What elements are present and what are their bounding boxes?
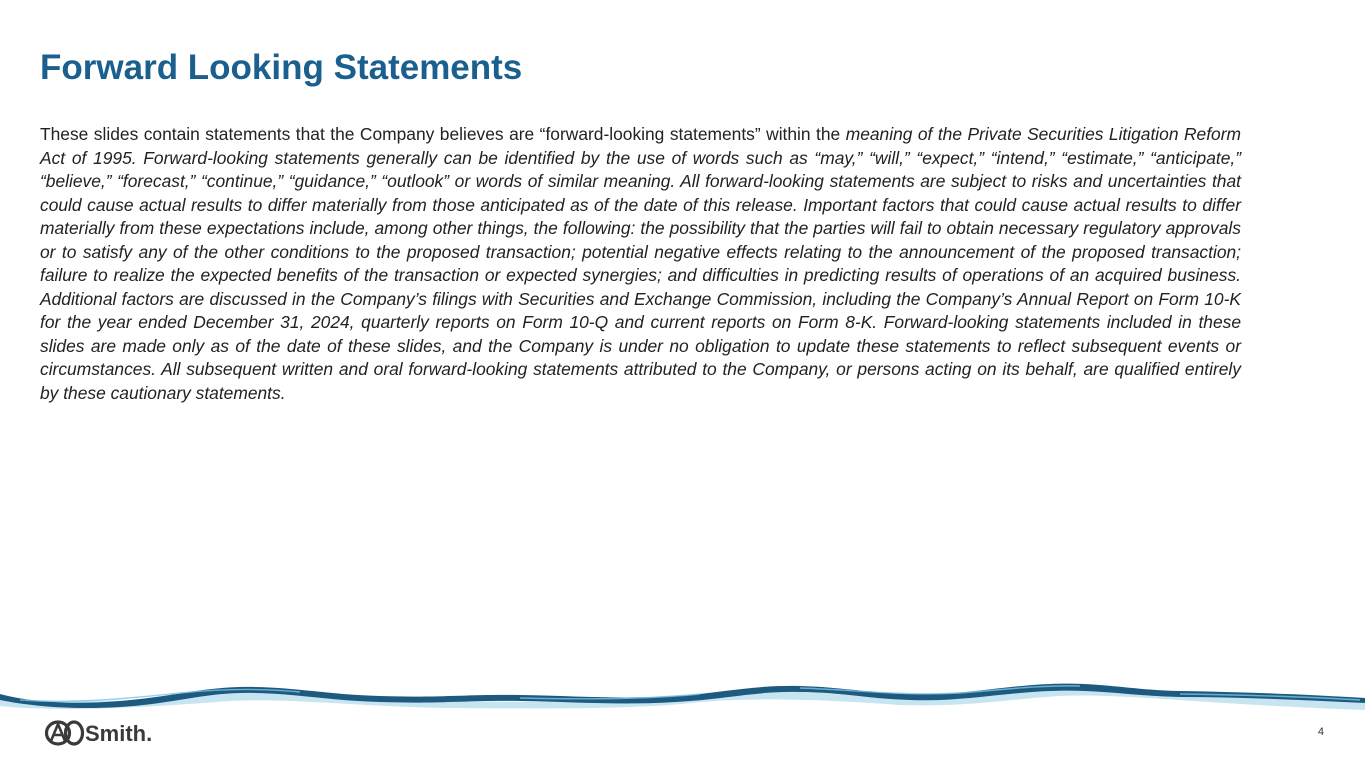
water-wave-divider (0, 676, 1365, 716)
forward-looking-statement-text (40, 123, 1241, 405)
logo-a-stroke (51, 724, 65, 741)
ao-smith-logo (44, 718, 160, 748)
statement-plain-text: These slides contain statements that the Company believes are “forward-looking statements” within the (40, 124, 846, 144)
slide-title: Forward Looking Statements (40, 48, 523, 87)
statement-italic-text: meaning of the Private Securities Litigation Reform Act of 1995. Forward-looking statements generally can be identified by the use of words such as “may,” “will,” “expect,” “intend,” “estimate,” “anticipate,” “believe,” “forecast,” “continue,” “guidance,” “outlook” or words of similar meaning. All forward-looking statements are subject to risks and uncertainties that could cause actual results to differ materially from those anticipated as of the date of this release. Important factors that could cause actual results to differ materially from these expectations include, among other things, the following: the possibility that the parties will fail to obtain necessary regulatory approvals or to satisfy any of the other conditions to the proposed transaction; potential negative effects relating to the announcement of the proposed transaction; failure to realize the expected benefits of the transaction or expected synergies; and difficulties in predicting results of operations of an acquired business. Additional factors are discussed in the Company’s filings with Securities and Exchange Commission, including the Company’s Annual Report on Form 10-K for the year ended December 31, 2024, quarterly reports on Form 10-Q and current reports on Form 8-K. Forward-looking statements included in these slides are made only as of the date of these slides, and the Company is under no obligation to update these statements to reflect subsequent events or circumstances. All subsequent written and oral forward-looking statements attributed to the Company, or persons acting on its behalf, are qualified entirely by these cautionary statements. (40, 124, 1241, 403)
logo-wordmark: Smith. (85, 721, 153, 746)
page-number: 4 (1317, 726, 1324, 738)
